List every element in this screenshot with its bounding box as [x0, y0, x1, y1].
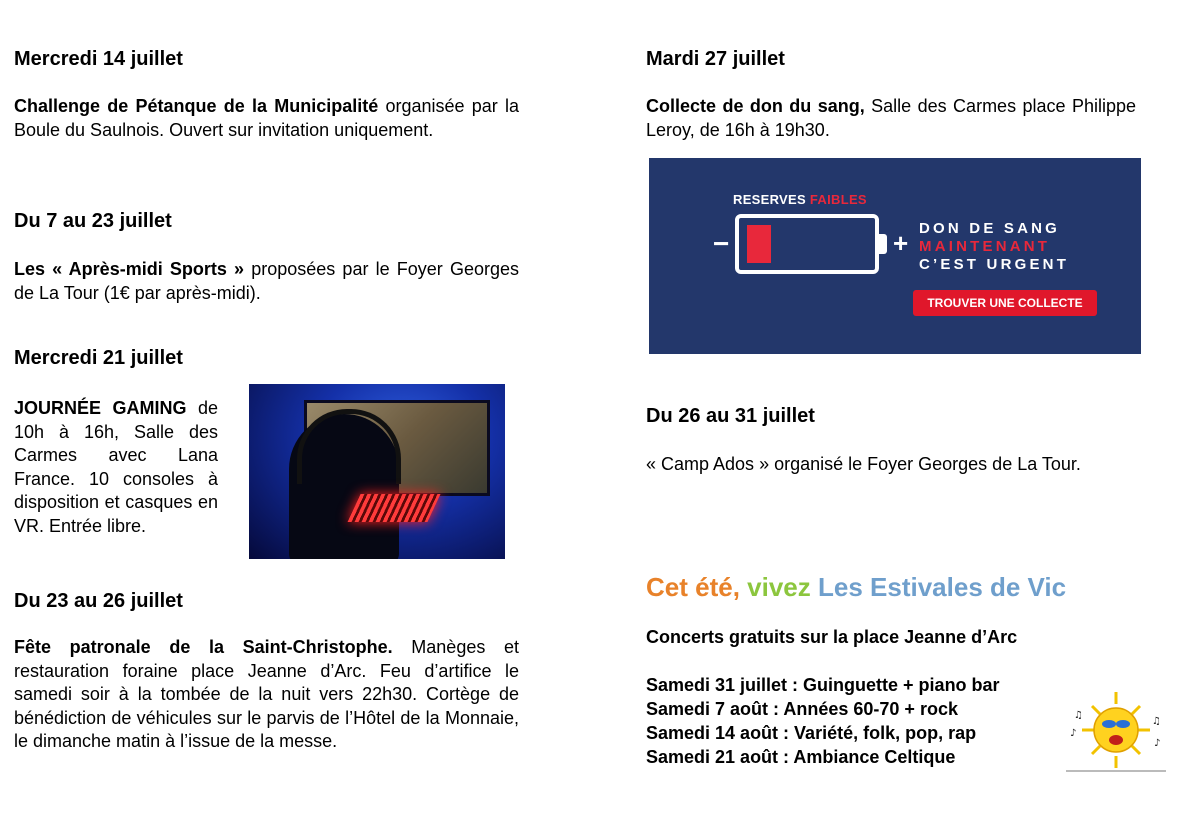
- svg-text:♫: ♫: [1152, 716, 1161, 727]
- banner-reserves-label: [733, 192, 867, 207]
- event-don-du-sang: [646, 95, 1136, 142]
- keyboard-shape: [347, 494, 440, 522]
- event-petanque: [14, 95, 519, 142]
- event-apres-midi-sports: [14, 258, 519, 305]
- gaming-photo: [249, 384, 505, 559]
- event-text: Salle des Carmes place Philippe Leroy, de 16h à 19h30.: [646, 96, 1136, 140]
- find-collection-button[interactable]: TROUVER UNE COLLECTE: [913, 290, 1097, 316]
- concert-item: Samedi 21 août : Ambiance Celtique: [646, 747, 956, 767]
- svg-text:♫: ♫: [1074, 710, 1083, 721]
- banner-reserves-word: RESERVES: [733, 192, 806, 207]
- event-text: proposées par le Foyer Georges de La Tour (1€ par après-midi).: [14, 259, 519, 303]
- event-date-23-26-juillet: Du 23 au 26 juillet: [14, 590, 183, 612]
- banner-line-1: DON DE SANG: [919, 220, 1061, 237]
- event-date-14-juillet: Mercredi 14 juillet: [14, 48, 183, 70]
- svg-text:♪: ♪: [1154, 738, 1161, 749]
- estivales-title-part1: Cet été,: [646, 572, 740, 602]
- event-title: Collecte de don du sang,: [646, 96, 865, 116]
- plus-icon: +: [893, 228, 909, 258]
- banner-line-2: MAINTENANT: [919, 238, 1051, 255]
- event-title: Les « Après-midi Sports »: [14, 259, 245, 279]
- concert-item: Samedi 7 août : Années 60-70 + rock: [646, 699, 958, 719]
- banner-line-3: C’EST URGENT: [919, 256, 1070, 273]
- battery-level-fill: [747, 225, 771, 263]
- event-date-27-juillet: Mardi 27 juillet: [646, 48, 785, 70]
- blood-donation-banner: [649, 158, 1141, 354]
- estivales-title-part2: vivez: [747, 572, 811, 602]
- svg-text:♪: ♪: [1070, 728, 1077, 739]
- banner-message: [919, 220, 1069, 274]
- concert-item: Samedi 31 juillet : Guinguette + piano bar: [646, 675, 1000, 695]
- event-camp-ados: « Camp Ados » organisé le Foyer Georges de La Tour.: [646, 454, 1081, 474]
- concert-item: Samedi 14 août : Variété, folk, pop, rap: [646, 723, 977, 743]
- battery-tip: [879, 234, 887, 254]
- banner-faibles-word: FAIBLES: [809, 192, 867, 207]
- event-text: organisée par la Boule du Saulnois. Ouvert sur invitation uniquement.: [14, 96, 519, 140]
- battery-icon: [735, 214, 879, 274]
- event-text: de 10h à 16h, Salle des Carmes avec Lana France. 10 consoles à disposition et casques en VR. Entrée libre.: [14, 398, 218, 536]
- event-title: Fête patronale de la Saint-Christophe.: [14, 637, 393, 657]
- minus-icon: −: [713, 228, 730, 259]
- event-fete-patronale: [14, 636, 519, 754]
- event-date-21-juillet: Mercredi 21 juillet: [14, 347, 183, 369]
- estivales-title-part3: Les Estivales de Vic: [818, 572, 1067, 602]
- event-title: Challenge de Pétanque de la Municipalité: [14, 96, 379, 116]
- event-date-7-23-juillet: Du 7 au 23 juillet: [14, 210, 172, 232]
- event-gaming: [14, 397, 218, 538]
- singing-sun-icon: [1066, 688, 1166, 772]
- event-date-26-31-juillet: Du 26 au 31 juillet: [646, 405, 815, 427]
- event-title: JOURNÉE GAMING: [14, 398, 187, 418]
- estivales-title: [646, 572, 1066, 603]
- event-text: Manèges et restauration foraine place Jeanne d’Arc. Feu d’artifice le samedi soir à la tombée de la nuit vers 22h30. Cortège de bénédiction de véhicules sur le parvis de l’Hôtel de la Monnaie, le dimanche matin à l’issue de la messe.: [14, 637, 519, 751]
- concerts-subtitle: Concerts gratuits sur la place Jeanne d’Arc: [646, 627, 1018, 647]
